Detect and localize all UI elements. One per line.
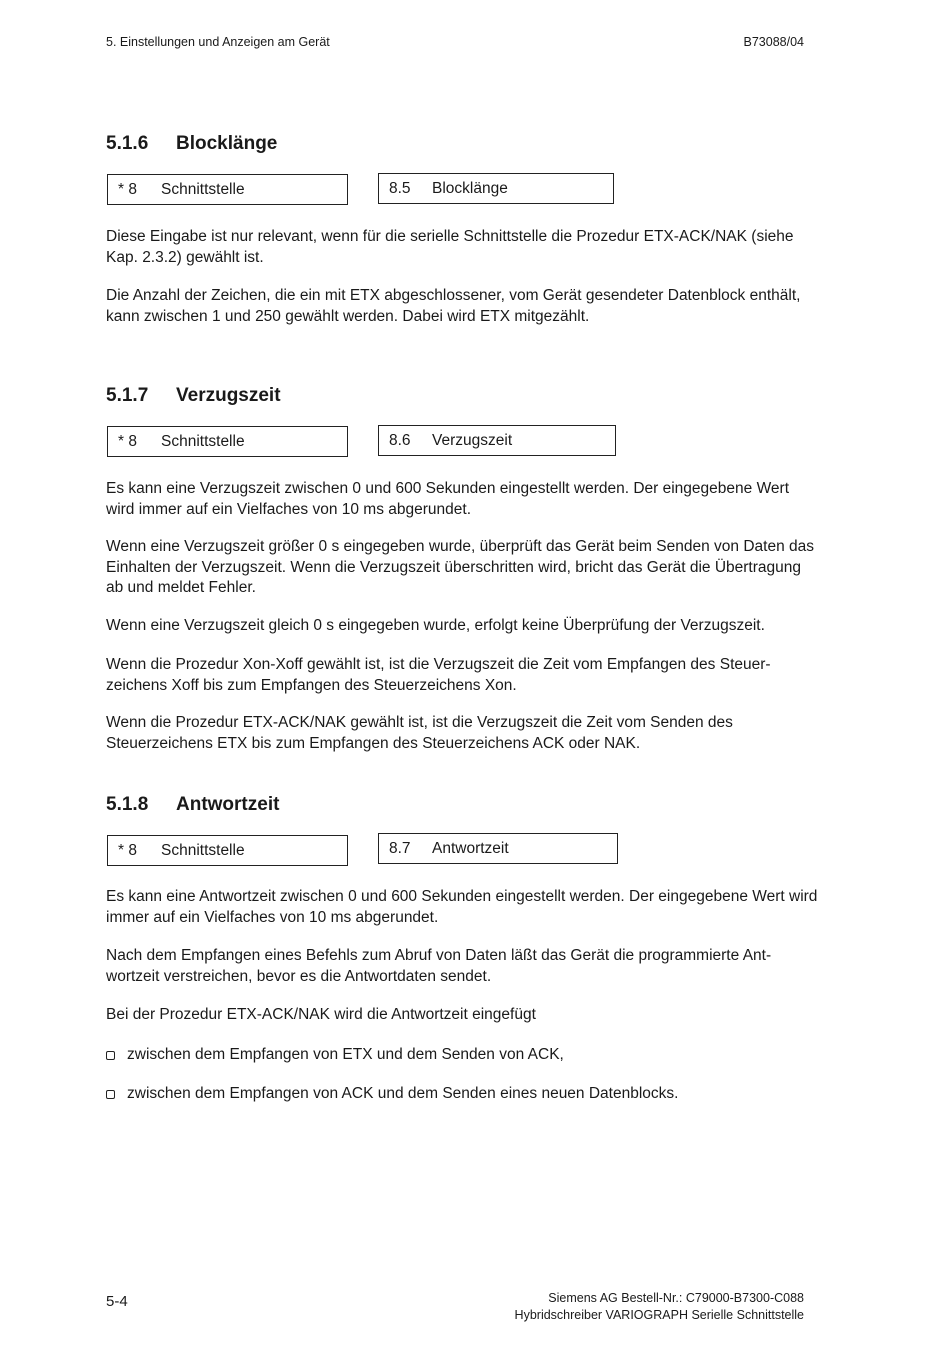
paragraph: Wenn die Prozedur Xon-Xoff gewählt ist, ist die Verzugszeit die Zeit vom Empfangen des Steuer-zeichens Xoff bis zum Empfangen des Steuerzeichens Xon. xyxy=(106,656,771,694)
menu-path-box xyxy=(107,835,348,866)
list-item-text: zwischen dem Empfangen von ACK und dem Senden eines neuen Datenblocks. xyxy=(127,1085,679,1102)
paragraph: Bei der Prozedur ETX-ACK/NAK wird die Antwortzeit eingefügt xyxy=(106,1006,536,1023)
section-title: Antwortzeit xyxy=(176,794,280,815)
menu-item-box xyxy=(378,425,616,456)
section-heading xyxy=(106,133,277,155)
menu-label: Schnittstelle xyxy=(161,180,245,198)
list-item-text: zwischen dem Empfangen von ETX und dem Senden von ACK, xyxy=(127,1046,564,1063)
paragraph: Es kann eine Verzugszeit zwischen 0 und 600 Sekunden eingestellt werden. Der eingegebene Wert wird immer auf ein Vielfaches von 10 ms abgerundet. xyxy=(106,480,790,518)
menu-code: 8.6 xyxy=(389,431,411,449)
section-number: 5.1.6 xyxy=(106,133,149,154)
footer-imprint xyxy=(515,1290,804,1324)
checkbox-bullet-icon xyxy=(106,1090,115,1099)
paragraph: Diese Eingabe ist nur relevant, wenn für die serielle Schnittstelle die Prozedur ETX-ACK/NAK (siehe Kap. 2.3.2) gewählt ist. xyxy=(106,228,794,266)
section-heading xyxy=(106,794,279,816)
section-number: 5.1.7 xyxy=(106,385,149,406)
footer-order-number: Siemens AG Bestell-Nr.: C79000-B7300-C088 xyxy=(548,1291,804,1305)
list-item xyxy=(106,1084,678,1104)
menu-code: 8.5 xyxy=(389,179,411,197)
menu-code: * 8 xyxy=(118,180,137,198)
section-title: Verzugszeit xyxy=(176,385,281,406)
paragraph: Wenn eine Verzugszeit gleich 0 s eingegeben wurde, erfolgt keine Überprüfung der Verzugszeit. xyxy=(106,617,765,634)
footer-product-title: Hybridschreiber VARIOGRAPH Serielle Schnittstelle xyxy=(514,1308,804,1322)
page-number: 5-4 xyxy=(106,1293,128,1310)
paragraph: Nach dem Empfangen eines Befehls zum Abruf von Daten läßt das Gerät die programmierte Ant-wortzeit verstreichen, bevor es die Antwortdaten sendet. xyxy=(106,947,772,985)
running-header-doc-id: B73088/04 xyxy=(743,35,804,49)
menu-code: * 8 xyxy=(118,841,137,859)
section-number: 5.1.8 xyxy=(106,794,149,815)
list-item xyxy=(106,1045,564,1065)
paragraph: Es kann eine Antwortzeit zwischen 0 und 600 Sekunden eingestellt werden. Der eingegebene Wert wird immer auf ein Vielfaches von 10 ms abgerundet. xyxy=(106,888,818,926)
menu-label: Blocklänge xyxy=(432,179,508,197)
menu-label: Antwortzeit xyxy=(432,839,509,857)
paragraph: Die Anzahl der Zeichen, die ein mit ETX abgeschlossener, vom Gerät gesendeter Datenblock enthält, kann zwischen 1 und 250 gewählt werden. Dabei wird ETX mitgezählt. xyxy=(106,287,801,325)
menu-label: Verzugszeit xyxy=(432,431,513,449)
checkbox-bullet-icon xyxy=(106,1051,115,1060)
menu-item-box xyxy=(378,173,614,204)
menu-label: Schnittstelle xyxy=(161,841,245,859)
menu-code: 8.7 xyxy=(389,839,411,857)
section-title: Blocklänge xyxy=(176,133,278,154)
section-heading xyxy=(106,385,281,407)
running-header-chapter: 5. Einstellungen und Anzeigen am Gerät xyxy=(106,35,330,49)
menu-item-box xyxy=(378,833,618,864)
menu-code: * 8 xyxy=(118,432,137,450)
paragraph: Wenn die Prozedur ETX-ACK/NAK gewählt ist, ist die Verzugszeit die Zeit vom Senden des Steuerzeichens ETX bis zum Empfangen des Steuerzeichens ACK oder NAK. xyxy=(106,714,733,752)
menu-path-box xyxy=(107,426,348,457)
menu-label: Schnittstelle xyxy=(161,432,245,450)
paragraph: Wenn eine Verzugszeit größer 0 s eingegeben wurde, überprüft das Gerät beim Senden von Daten das Einhalten der Verzugszeit. Wenn die Verzugszeit überschritten wird, bricht das Gerät die Übertragung ab und meldet Fehler. xyxy=(106,538,814,596)
menu-path-box xyxy=(107,174,348,205)
